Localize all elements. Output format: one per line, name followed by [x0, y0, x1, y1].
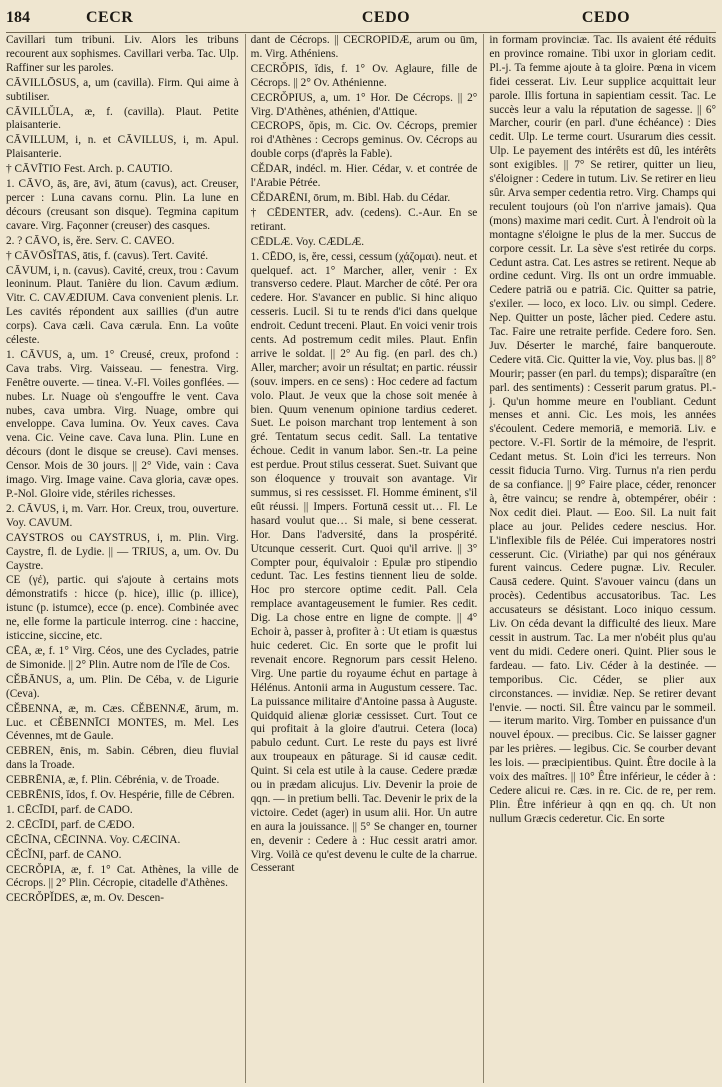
dictionary-entry: CECROPS, ŏpis, m. Cic. Ov. Cécrops, premier roi d'Athènes : Cecrops geminus. Ov. Cécrops au double corps (d'après la Fable).	[250, 120, 478, 161]
dictionary-entry: CĔDAR, indécl. m. Hier. Cédar, v. et contrée de l'Arabie Pétrée.	[250, 163, 478, 190]
column-left	[6, 34, 239, 1083]
dictionary-entry: † CĒDENTER, adv. (cedens). C.-Aur. En se retirant.	[250, 206, 478, 233]
header-guideword-left: CECR	[86, 9, 134, 26]
dictionary-entry: CĔCĬNI, parf. de CANO.	[6, 848, 122, 861]
dictionary-entry: † CĀVŌSĬTAS, ātis, f. (cavus). Tert. Cavité.	[6, 249, 209, 262]
dictionary-entry: CECRŎPIA, æ, f. 1° Cat. Athènes, la ville de Cécrops. || 2° Plin. Cécropie, citadelle d'Athènes.	[6, 863, 239, 890]
dictionary-entry: CĔDARĒNI, ōrum, m. Bibl. Hab. du Cédar.	[250, 191, 451, 204]
dictionary-entry: CEBRĒNIS, ĭdos, f. Ov. Hespérie, fille de Cébren.	[6, 789, 235, 802]
dictionary-entry: 2. CĒCĪDI, parf. de CÆDO.	[6, 818, 135, 831]
dictionary-entry: CĒCĪNA, CĒCINNA. Voy. CÆCINA.	[6, 833, 181, 846]
dictionary-entry: 1. CĀVO, ās, āre, āvi, ātum (cavus), act. Creuser, percer : Luna cavans cornu. Plin. La lune en décours (creusant son disque). Tegmina capitum cavare. Virg. Façonner (creuser) des casques.	[6, 178, 239, 232]
dictionary-entry: CECRŎPIUS, a, um. 1° Hor. De Cécrops. || 2° Virg. D'Athènes, athénien, d'Attique.	[250, 91, 478, 118]
dictionary-entry: † CĀVĪTIO Fest. Arch. p. CAUTIO.	[6, 163, 173, 176]
header-guideword-right: CEDO	[581, 9, 631, 26]
dictionary-entry: CEBRĒNIA, æ, f. Plin. Cébrénia, v. de Troade.	[6, 774, 220, 787]
dictionary-entry: 1. CĒDO, is, ĕre, cessi, cessum (χάζομαι). neut. et quelquef. act. 1° Marcher, aller, venir : Ex transverso cedere. Plaut. Marcher de côté. Per ora cedere. Hor. S'avancer en public. Si hinc aliquo cesseris. Lucil. Si tu te rends d'ici dans quelque endroit. Cedunt treceni. Plaut. En voici venir trois cents. Ad postremum cedit miles. Plaut. Enfin arrive le soldat. || 2° Au fig. (en parl. des ch.) Aller, marcher; avoir un résultat; en partic. réussir (souv. impers. en ce sens) : Hoc cedere ad factum volo. Plaut. Je veux que la chose soit menée à bien. Quum venenum opinione tardius cederet. Suet. Le poison marchant trop lentement à son gré. Tentatum secus cedit. Sall. La tentative échoue. Cedit in vanum labor. Sen.-tr. La peine est perdue. Prout stilus cesserat. Suet. Suivant que son éloquence y trouvait son avantage. Vir summus, si res cessisset. Fl. Homme éminent, s'il eût réussi. || Impers. Fortunā cessit ut… Fl. Le hasard voulut que… Si male, si bene cesserat. Hor. Dans l'adversité, dans la prospérité. Utcunque cesserit. Curt. Quoi qu'il arrive. || 3° Compter pour, équivaloir : Epulæ pro stipendio cedunt. Tac. Les festins tiennent lieu de solde. Hoc pro stercore optime cedit. Pall. Cela remplace avantageusement le fumier. Res cedit. Dig. La chose entre en ligne de compte. || 4° Echoir à, passer à, profiter à : Ut etiam is quæstus huic cederet. Cic. En sorte que le profit lui revenait encore. Regnorum pars cessit Heleno. Virg. Une partie du royaume échut en partage à Hélénus. Antonii arma in Augustum cessere. Tac. La puissance militaire d'Antoine passa à Auguste. Quidquid alienæ gloriæ cessisset. Curt. Tout ce qui profitait à la gloire d'autrui. Cetera (loca) pabulo cedunt. Curt. Le reste du pays est livré aux troupeaux en pâturage. Si id causæ cedit. Quint. Si cela est utile à la cause. Cedere prædæ ou in prædam alicujus. Liv. Devenir la proie de qqn. — in pretium belli. Tac. Devenir le prix de la victoire. Cedet (ager) in usum alii. Hor. Un autre en aura la jouissance. || 5° Se changer en, tourner en, devenir : Cedere à : Huc cessit aratri amor. Virg. Voilà ce qu'est devenu le culte de la charrue. Cesserant	[250, 250, 478, 875]
column-right	[483, 34, 716, 1083]
dictionary-entry: in formam provinciæ. Tac. Ils avaient été réduits en province romaine. Tibi uxor in gloriam cedit. Pl.-j. Ta femme ajoute à ta gloire. Pœna in vicem fidei cesserat. Liv. Leur supplice acquittait leur parole. Illis fortuna in sapientiam cessit. Tac. Le succès leur a valu la réputation de sagesse. || 6° Marcher, courir (en parl. d'une échéance) : Dies cedit. Ulp. Le terme court. Usurarum dies cessit. Ulp. Le payement des intérêts est dû, les intérêts sont exigibles. || 7° Se retirer, quitter un lieu, s'éloigner : Cedere in tutum. Liv. Se retirer en lieu sûr. Arva semper cedentia retro. Virg. Champs qui reculent toujours (où l'on n'arrive jamais). Qua (mons) maxime mari cedit. Curt. À l'endroit où la montagne s'éloigne le plus de la mer. Succus de corpore cessit. Lr. La sève s'est retirée du corps. Cedunt astra. Cat. Les astres se retirent. Neque ab ordine cedunt. Virg. Ils ont un ordre immuable. Cedere patriā ou e patriā. Cic. Quitter sa patrie, s'exiler. — loco, ex loco. Liv. ou simpl. Cedere. Nep. Quitter un poste, lâcher pied. Cedere astu. Tac. Faire une retraite perfide. Cedere foro. Sen. Juv. Déserter le marché, faire banqueroute. Cedere vitā. Cic. Quitter la vie, Voy. plus bas. || 8° Mourir; passer (en parl. du temps); disparaître (en parl. des sentiments) : Cesserit parum gratus. Pl.-j. Qu'un homme meure en l'oubliant. Cedunt menses et anni. Cic. Les mois, les années s'écoulent. Cedere memoriā, e memoriā. Liv. e pectore. V.-Fl. Sortir de la mémoire, de l'esprit. Cedant metus. St. Loin d'ici les terreurs. Non cessit fiducia Turno. Virg. Turnus n'a rien perdu de sa confiance. || 9° Faire place, céder, renoncer à, être vaincu; se rendre à, obtempérer, obéir : Nox cedit diei. Plaut. — Eoo. Sil. La nuit fait place au jour. Pelides cedere nescius. Hor. L'inflexible fils de Pélée. Cui imperatores nostri cesserunt. Cic. (Viriathe) par qui nos généraux furent vaincus. Cedere pugnæ. Liv. Reculer. Causā cedere. Quint. S'avouer vaincu (dans un procès). Cedentibus accusatoribus. Tac. Les accusateurs se désistant. Loco iniquo cessum. Liv. On céda devant la difficulté des lieux. Mare cessit in austrum. Tac. La mer n'obéit plus qu'au vent du midi. Cedere oneri. Quint. Plier sous le fardeau. — fato. Liv. Céder à la destinée. — temporibus. Cic. Céder, se plier aux circonstances. — invidiæ. Nep. Se retirer devant l'envie. — nocti. Sil. Être vaincu par le sommeil. — iterum marito. Virg. Tomber en puissance d'un nouvel époux. — precibus. Cic. Se laisser gagner par les prières. — legibus. Cic. Se courber devant les lois. — præcipientibus. Quint. Être docile à la voix des maîtres. || 10° Être inférieur, le céder à : Cedere alicui re. Cæs. in re. Cic. de re, per rem. Plin. Être inférieur à qqn en qq. ch. Ut non nullum Græcis cederetur. Cic. En sorte	[489, 34, 716, 825]
column-middle	[245, 34, 478, 1083]
dictionary-entry: CĒDLÆ. Voy. CÆDLÆ.	[250, 235, 365, 248]
dictionary-entry: CĔBENNA, æ, m. Cæs. CĔBENNÆ, ārum, m. Luc. et CĔBENNĪCI MONTES, m. Mel. Les Cévennes, mt de Gaule.	[6, 702, 239, 743]
dictionary-entry: CĀVUM, i, n. (cavus). Cavité, creux, trou : Cavum leoninum. Plaut. Tanière du lion. Cavum ædium. Vitr. C. CAVÆDIUM. Cava convenient plenis. Lr. Les cavités répondent aux saillies (d'un autre corps). Cava cæli. Cava cærula. Enn. La voûte céleste.	[6, 264, 239, 347]
text-columns	[6, 34, 716, 1083]
dictionary-entry: 1. CĀVUS, a, um. 1° Creusé, creux, profond : Cava trabs. Virg. Vaisseau. — fenestra. Virg. Fenêtre ouverte. — tinea. V.-Fl. Voiles gonflées. — nubes. Lr. Nuage où s'engouffre le vent. Cava nubes, cava umbra. Virg. Nuage, ombre qui enveloppe. Cava lumina. Ov. Yeux caves. Cava vena. Cic. Veine cave. Cava luna. Plin. Lune en décours (dont le disque se creuse). Cavi menses. Censor. Mois de 30 jours. || 2° Vide, vain : Cava imago. Virg. Image vaine. Cava gloria, cavæ opes. P.-Nol. Gloire vide, stériles richesses.	[6, 348, 239, 500]
page-number: 184	[6, 9, 30, 26]
dictionary-entry: CE (γέ), partic. qui s'ajoute à certains mots démonstratifs : hicce (p. hice), illic (p. illice), istunc (p. istumce), ecce (p. ence). Combinée avec ne, elle forme la particule interrog. cine : haccine, isticcine, siccine, etc.	[6, 574, 239, 643]
dictionary-entry: CĀVILLŬLA, æ, f. (cavilla). Plaut. Petite plaisanterie.	[6, 105, 239, 132]
dictionary-entry: CĒA, æ, f. 1° Virg. Céos, une des Cyclades, patrie de Simonide. || 2° Plin. Autre nom de l'île de Cos.	[6, 644, 239, 671]
dictionary-entry: 2. CĀVUS, i, m. Varr. Hor. Creux, trou, ouverture. Voy. CAVUM.	[6, 502, 239, 529]
dictionary-entry: CĀVILLŌSUS, a, um (cavilla). Firm. Qui aime à subtiliser.	[6, 76, 239, 103]
dictionary-entry: CAYSTROS ou CAYSTRUS, i, m. Plin. Virg. Caystre, fl. de Lydie. || — TRIUS, a, um. Ov. Du Caystre.	[6, 531, 239, 572]
header-guideword-center: CEDO	[361, 9, 411, 26]
dictionary-entry: Cavillari tum tribuni. Liv. Alors les tribuns recourent aux sophismes. Cavillari verba. Tac. Ulp. Raffiner sur les paroles.	[6, 34, 239, 74]
dictionary-entry: CĔBĀNUS, a, um. Plin. De Céba, v. de Ligurie (Ceva).	[6, 673, 239, 700]
dictionary-entry: CECRŎPIS, ĭdis, f. 1° Ov. Aglaure, fille de Cécrops. || 2° Ov. Athénienne.	[250, 62, 478, 89]
running-header	[6, 4, 716, 33]
dictionary-entry: CECRŎPĬDES, æ, m. Ov. Descen-	[6, 892, 165, 905]
dictionary-entry: CĀVILLUM, i, n. et CĀVILLUS, i, m. Apul. Plaisanterie.	[6, 134, 239, 161]
dictionary-entry: 2. ? CĀVO, is, ĕre. Serv. C. CAVEO.	[6, 234, 175, 247]
dictionary-entry: 1. CĒCĪDI, parf. de CADO.	[6, 803, 133, 816]
dictionary-entry: CEBREN, ēnis, m. Sabin. Cébren, dieu fluvial dans la Troade.	[6, 745, 239, 772]
dictionary-entry: dant de Cécrops. || CECROPIDÆ, arum ou ūm, m. Virg. Athéniens.	[250, 34, 478, 60]
